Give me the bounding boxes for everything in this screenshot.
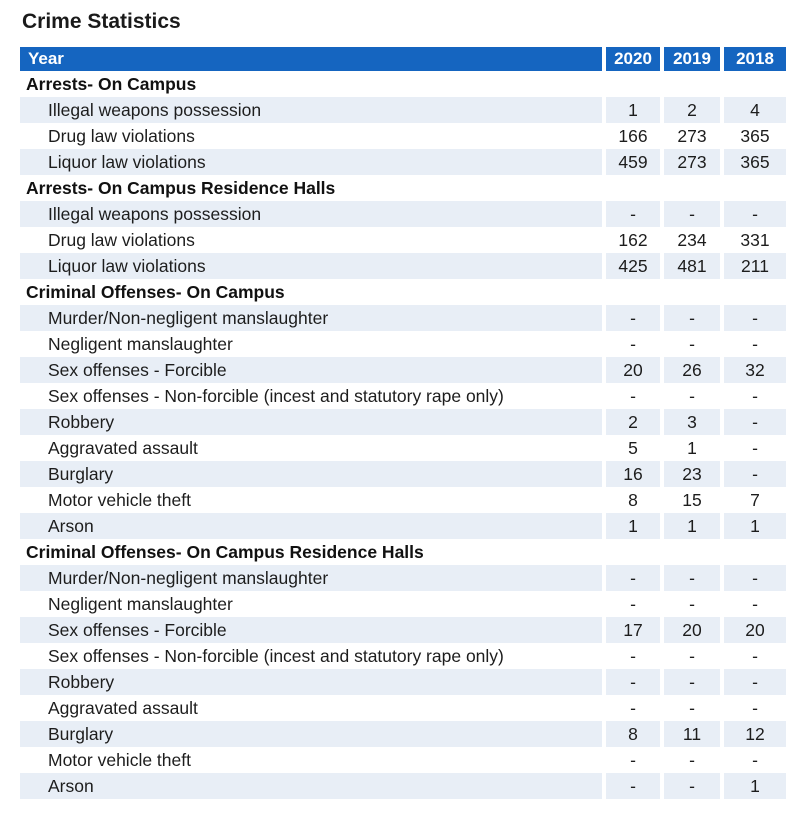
value-2018: 211 bbox=[724, 253, 786, 279]
value-2020: - bbox=[630, 645, 636, 666]
value-2020: 1 bbox=[606, 513, 660, 539]
table-row bbox=[20, 149, 786, 175]
table-row bbox=[20, 695, 786, 721]
value-2018: - bbox=[724, 669, 786, 695]
value-2020: 17 bbox=[606, 617, 660, 643]
value-2019: - bbox=[689, 333, 695, 354]
value-2019: - bbox=[689, 645, 695, 666]
value-2019: - bbox=[664, 201, 720, 227]
section-header-row bbox=[20, 175, 786, 201]
value-2019: 15 bbox=[682, 489, 702, 510]
year-header-2019: 2019 bbox=[664, 47, 720, 71]
value-2020: - bbox=[606, 565, 660, 591]
value-2020: - bbox=[606, 773, 660, 799]
table-row bbox=[20, 383, 786, 409]
value-2019: 1 bbox=[664, 513, 720, 539]
value-2019: 2 bbox=[664, 97, 720, 123]
table-row bbox=[20, 487, 786, 513]
value-2020: 8 bbox=[628, 489, 638, 510]
section-header-row bbox=[20, 539, 786, 565]
value-2019: - bbox=[664, 773, 720, 799]
value-2020: 16 bbox=[606, 461, 660, 487]
value-2018: - bbox=[724, 565, 786, 591]
value-2018: 365 bbox=[724, 149, 786, 175]
crime-label: Arson bbox=[20, 773, 602, 799]
crime-label: Negligent manslaughter bbox=[48, 333, 233, 354]
crime-label: Burglary bbox=[20, 461, 602, 487]
crime-label: Drug law violations bbox=[48, 229, 195, 250]
value-2018: - bbox=[752, 437, 758, 458]
crime-label: Liquor law violations bbox=[20, 253, 602, 279]
crime-label: Murder/Non-negligent manslaughter bbox=[20, 305, 602, 331]
section-title: Arrests- On Campus bbox=[20, 71, 786, 97]
value-2020: 8 bbox=[606, 721, 660, 747]
table-row bbox=[20, 591, 786, 617]
table-row bbox=[20, 461, 786, 487]
table-row bbox=[20, 331, 786, 357]
year-header-2020: 2020 bbox=[606, 47, 660, 71]
value-2019: 273 bbox=[677, 125, 707, 146]
value-2020: 162 bbox=[618, 229, 648, 250]
value-2019: 3 bbox=[664, 409, 720, 435]
crime-label: Illegal weapons possession bbox=[20, 201, 602, 227]
table-row bbox=[20, 201, 786, 227]
value-2020: - bbox=[630, 697, 636, 718]
table-row bbox=[20, 617, 786, 643]
value-2020: - bbox=[606, 305, 660, 331]
value-2018: 12 bbox=[724, 721, 786, 747]
table-row bbox=[20, 565, 786, 591]
crime-statistics-table bbox=[16, 47, 790, 799]
value-2018: - bbox=[752, 593, 758, 614]
crime-label: Murder/Non-negligent manslaughter bbox=[20, 565, 602, 591]
table-row bbox=[20, 747, 786, 773]
table-row bbox=[20, 669, 786, 695]
value-2018: - bbox=[724, 305, 786, 331]
table-row bbox=[20, 253, 786, 279]
value-2020: - bbox=[606, 669, 660, 695]
table-row bbox=[20, 773, 786, 799]
value-2020: 425 bbox=[606, 253, 660, 279]
value-2019: 23 bbox=[664, 461, 720, 487]
value-2020: - bbox=[630, 385, 636, 406]
crime-label: Arson bbox=[20, 513, 602, 539]
value-2020: 20 bbox=[606, 357, 660, 383]
value-2018: 331 bbox=[740, 229, 770, 250]
section-title: Arrests- On Campus Residence Halls bbox=[20, 175, 786, 201]
section-title: Criminal Offenses- On Campus Residence Halls bbox=[20, 539, 786, 565]
value-2019: - bbox=[689, 593, 695, 614]
year-header-label: Year bbox=[20, 47, 602, 71]
value-2020: 2 bbox=[606, 409, 660, 435]
crime-label: Sex offenses - Non-forcible (incest and statutory rape only) bbox=[48, 645, 504, 666]
value-2018: - bbox=[752, 385, 758, 406]
value-2018: - bbox=[752, 333, 758, 354]
value-2020: 1 bbox=[606, 97, 660, 123]
value-2020: - bbox=[630, 749, 636, 770]
value-2018: 32 bbox=[724, 357, 786, 383]
value-2019: - bbox=[689, 697, 695, 718]
value-2019: 26 bbox=[664, 357, 720, 383]
value-2019: - bbox=[689, 749, 695, 770]
table-header-row bbox=[20, 47, 786, 71]
table-row bbox=[20, 513, 786, 539]
section-header-row bbox=[20, 279, 786, 305]
table-row bbox=[20, 409, 786, 435]
value-2018: 1 bbox=[724, 513, 786, 539]
crime-label: Motor vehicle theft bbox=[48, 489, 191, 510]
value-2019: 20 bbox=[664, 617, 720, 643]
value-2019: - bbox=[664, 669, 720, 695]
value-2019: - bbox=[664, 565, 720, 591]
value-2018: - bbox=[724, 201, 786, 227]
value-2018: 20 bbox=[724, 617, 786, 643]
value-2018: - bbox=[724, 461, 786, 487]
value-2018: - bbox=[752, 645, 758, 666]
value-2018: 1 bbox=[724, 773, 786, 799]
crime-label: Drug law violations bbox=[48, 125, 195, 146]
table-row bbox=[20, 357, 786, 383]
value-2019: 11 bbox=[664, 721, 720, 747]
crime-label: Motor vehicle theft bbox=[48, 749, 191, 770]
crime-label: Liquor law violations bbox=[20, 149, 602, 175]
page-title: Crime Statistics bbox=[22, 10, 181, 33]
section-header-row bbox=[20, 71, 786, 97]
table-row bbox=[20, 97, 786, 123]
crime-label: Negligent manslaughter bbox=[48, 593, 233, 614]
value-2019: - bbox=[689, 385, 695, 406]
crime-label: Robbery bbox=[20, 669, 602, 695]
value-2018: 365 bbox=[740, 125, 770, 146]
crime-label: Burglary bbox=[20, 721, 602, 747]
table-row bbox=[20, 435, 786, 461]
value-2019: - bbox=[664, 305, 720, 331]
value-2019: 1 bbox=[687, 437, 697, 458]
value-2020: - bbox=[630, 333, 636, 354]
crime-label: Aggravated assault bbox=[48, 697, 198, 718]
crime-label: Aggravated assault bbox=[48, 437, 198, 458]
table-row bbox=[20, 123, 786, 149]
crime-label: Robbery bbox=[20, 409, 602, 435]
value-2019: 481 bbox=[664, 253, 720, 279]
table-body bbox=[20, 71, 786, 799]
crime-label: Illegal weapons possession bbox=[20, 97, 602, 123]
value-2018: 4 bbox=[724, 97, 786, 123]
table-row bbox=[20, 643, 786, 669]
crime-label: Sex offenses - Forcible bbox=[20, 617, 602, 643]
crime-label: Sex offenses - Forcible bbox=[20, 357, 602, 383]
value-2019: 234 bbox=[677, 229, 707, 250]
value-2018: - bbox=[752, 697, 758, 718]
table-row bbox=[20, 227, 786, 253]
year-header-2018: 2018 bbox=[724, 47, 786, 71]
value-2020: 5 bbox=[628, 437, 638, 458]
section-title: Criminal Offenses- On Campus bbox=[20, 279, 786, 305]
value-2018: - bbox=[724, 409, 786, 435]
value-2020: 166 bbox=[618, 125, 648, 146]
value-2020: 459 bbox=[606, 149, 660, 175]
table-row bbox=[20, 305, 786, 331]
value-2019: 273 bbox=[664, 149, 720, 175]
value-2020: - bbox=[606, 201, 660, 227]
value-2020: - bbox=[630, 593, 636, 614]
table-row bbox=[20, 721, 786, 747]
value-2018: 7 bbox=[750, 489, 760, 510]
value-2018: - bbox=[752, 749, 758, 770]
crime-label: Sex offenses - Non-forcible (incest and statutory rape only) bbox=[48, 385, 504, 406]
